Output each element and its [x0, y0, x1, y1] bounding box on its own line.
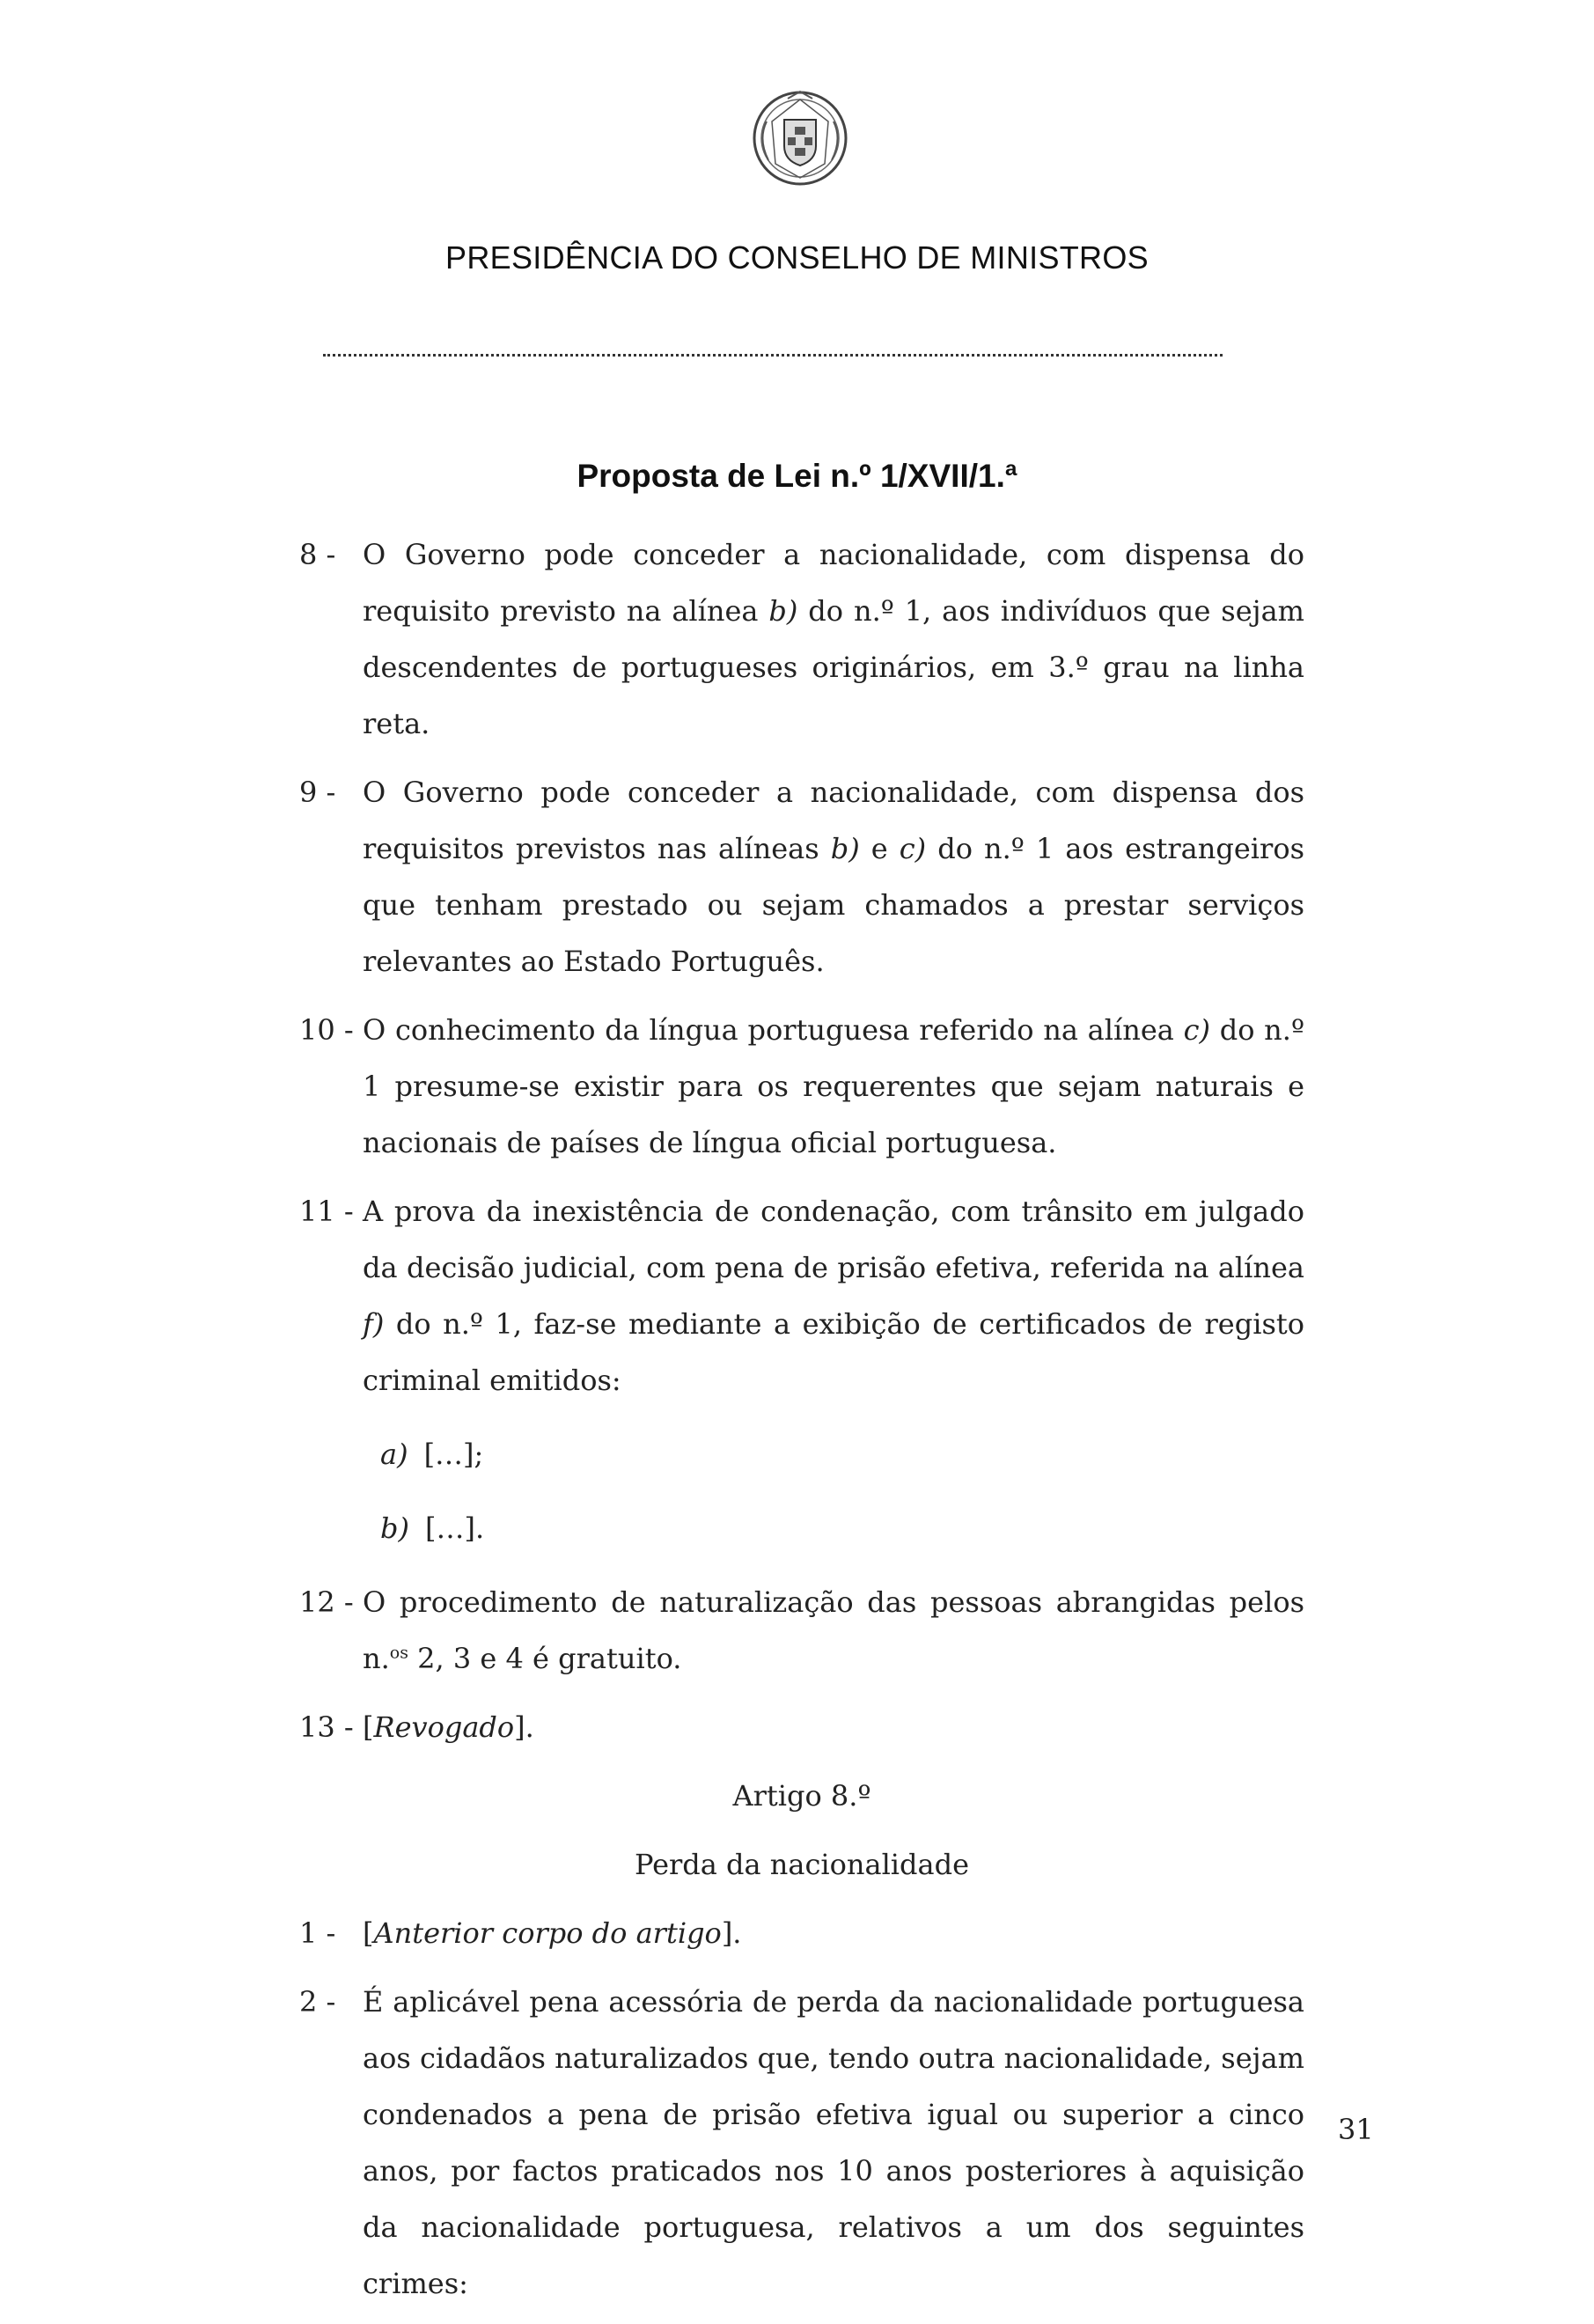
paragraph-9	[299, 764, 1304, 989]
article-paragraph-1	[299, 1905, 1304, 1961]
paragraph-number: 10 -	[299, 1013, 354, 1047]
paragraph-number: 9 -	[299, 776, 336, 809]
portuguese-coat-of-arms-seal-icon	[749, 86, 851, 190]
dotted-separator	[323, 354, 1223, 357]
paragraph-text: ].	[721, 1916, 742, 1950]
alinea-reference: b)	[830, 832, 860, 865]
paragraph-number: 13 -	[299, 1710, 354, 1744]
subitem-letter: b)	[380, 1511, 409, 1545]
paragraph-text: do n.º 1, faz-se mediante a exibição de certificados de registo criminal emitidos:	[363, 1307, 1304, 1397]
article-heading: Artigo 8.º	[732, 1779, 871, 1813]
paragraph-text: do n.º 1, aos indivíduos que sejam descendentes de portugueses originários, em 3.º grau na linha reta.	[363, 594, 1305, 740]
article-subheading: Perda da nacionalidade	[634, 1848, 970, 1881]
alinea-reference: c)	[1183, 1013, 1210, 1047]
paragraph-text: O Governo pode conceder a nacionalidade, com dispensa do requisito previsto na alínea	[363, 538, 1304, 628]
paragraph-text: [	[363, 1710, 374, 1744]
paragraph-text: ].	[514, 1710, 534, 1744]
paragraph-text: O procedimento de naturalização das pessoas abrangidas pelos n.	[363, 1585, 1304, 1675]
paragraph-text: É aplicável pena acessória de perda da nacionalidade portuguesa aos cidadãos naturalizados que, tendo outra nacionalidade, sejam condenados a pena de prisão efetiva igual ou superior a cinco anos, por factos praticados nos 10 anos posteriores à aquisição da nacionalidade portuguesa, relativos a um dos seguintes crimes:	[363, 1985, 1304, 2300]
paragraph-11	[299, 1183, 1304, 1408]
previous-body-label: Anterior corpo do artigo	[373, 1916, 722, 1950]
paragraph-text: A prova da inexistência de condenação, com trânsito em julgado da decisão judicial, com pena de prisão efetiva, referida na alínea	[363, 1195, 1304, 1284]
paragraph-8	[299, 526, 1304, 752]
paragraph-number: 11 -	[299, 1195, 354, 1228]
paragraph-10	[299, 1002, 1304, 1171]
paragraph-text: [	[363, 1916, 374, 1950]
subitem-letter: a)	[380, 1438, 408, 1471]
subitem-a	[299, 1426, 1304, 1482]
page-number: 31	[1338, 2113, 1374, 2146]
article-paragraph-2	[299, 1974, 1304, 2312]
proposal-title: Proposta de Lei n.º 1/XVII/1.ª	[577, 458, 1017, 494]
paragraph-text: 2, 3 e 4 é gratuito.	[408, 1642, 682, 1675]
paragraph-13	[299, 1699, 1304, 1755]
superscript: os	[389, 1643, 408, 1663]
paragraph-text: do n.º 1 presume-se existir para os requerentes que sejam naturais e nacionais de países de língua oficial portuguesa.	[363, 1013, 1305, 1159]
document-body	[299, 526, 1304, 2324]
paragraph-text: do n.º 1 aos estrangeiros que tenham prestado ou sejam chamados a prestar serviços relevantes ao Estado Português.	[363, 832, 1305, 978]
paragraph-number: 12 -	[299, 1585, 354, 1619]
alinea-reference: c)	[899, 832, 927, 865]
subitem-text: […];	[423, 1438, 484, 1471]
subitem-b	[299, 1500, 1304, 1556]
paragraph-text: e	[859, 832, 900, 865]
subitem-text: […].	[424, 1511, 485, 1545]
alinea-reference: f)	[363, 1307, 385, 1341]
paragraph-text: O Governo pode conceder a nacionalidade, com dispensa dos requisitos previstos nas alíneas	[363, 776, 1304, 865]
paragraph-number: 1 -	[299, 1916, 336, 1950]
paragraph-number: 8 -	[299, 538, 336, 571]
alinea-reference: b)	[768, 594, 798, 628]
paragraph-12	[299, 1574, 1304, 1687]
paragraph-number: 2 -	[299, 1985, 336, 2019]
organization-name: PRESIDÊNCIA DO CONSELHO DE MINISTROS	[445, 239, 1149, 276]
revoked-label: Revogado	[373, 1710, 515, 1744]
paragraph-text: O conhecimento da língua portuguesa referido na alínea	[363, 1013, 1184, 1047]
